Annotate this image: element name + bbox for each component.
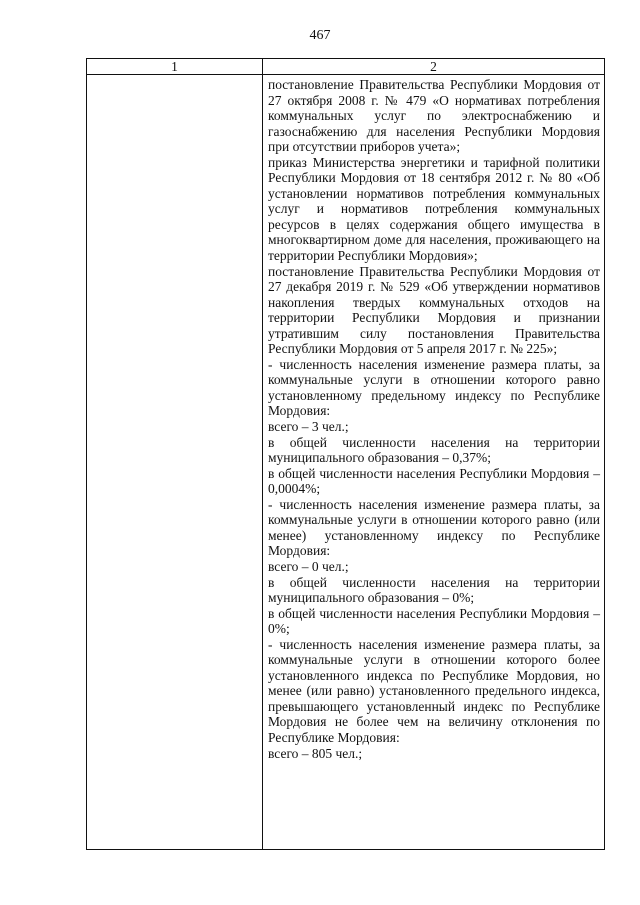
- paragraph-7: в общей численности населения Республики Мордовия – 0,0004%;: [268, 465, 600, 497]
- paragraph-9: всего – 0 чел.;: [268, 558, 349, 574]
- paragraph-6: в общей численности населения на территории муниципального образования – 0,37%;: [268, 434, 600, 466]
- paragraph-1: постановление Правительства Республики Мордовия от 27 октября 2008 г. № 479 «О нормативах потребления коммунальных услуг по электроснабжению и газоснабжению для населения Республики Мордовия при отсутствии приборов учета»;: [268, 77, 600, 155]
- paragraph-4: - численность населения изменение размера платы, за коммунальные услуги в отношении которого равно установленному предельному индексу по Республике Мордовия:: [268, 356, 600, 419]
- table-header-row: [87, 59, 605, 75]
- header-cell-col2: 2: [263, 59, 605, 75]
- paragraph-10: в общей численности населения на территории муниципального образования – 0%;: [268, 574, 600, 606]
- cell-text: [263, 75, 604, 761]
- cell-col2: [263, 75, 605, 850]
- document-table: [86, 58, 605, 850]
- paragraph-13: всего – 805 чел.;: [268, 745, 363, 761]
- paragraph-3: постановление Правительства Республики Мордовия от 27 декабря 2019 г. № 529 «Об утверждении нормативов накопления твердых коммунальных отходов на территории Республики Мордовия и признании утратившим силу постановления Правительства Республики Мордовия от 5 апреля 2017 г. № 225»;: [268, 263, 600, 357]
- header-cell-col1: 1: [87, 59, 263, 75]
- page-number: 467: [309, 28, 331, 43]
- paragraph-8: - численность населения изменение размера платы, за коммунальные услуги в отношении которого равно (или менее) установленному индексу по Республике Мордовия:: [268, 496, 600, 559]
- paragraph-12: - численность населения изменение размера платы, за коммунальные услуги в отношении которого более установленного индекса по Республике Мордовия, но менее (или равно) установленного предельного индекса, превышающего установленный индекс по Республике Мордовия не более чем на величину отклонения по Республике Мордовия:: [268, 636, 600, 745]
- paragraph-11: в общей численности населения Республики Мордовия – 0%;: [268, 605, 600, 637]
- table-row: [87, 75, 605, 850]
- cell-col1: [87, 75, 263, 850]
- paragraph-5: всего – 3 чел.;: [268, 419, 349, 435]
- paragraph-2: приказ Министерства энергетики и тарифной политики Республики Мордовия от 18 сентября 2012 г. № 80 «Об установлении нормативов потребления коммунальных услуг и нормативов потребления коммунальных ресурсов в целях содержания общего имущества в многоквартирном доме для населения, проживающего на территории Республики Мордовия»;: [268, 154, 600, 264]
